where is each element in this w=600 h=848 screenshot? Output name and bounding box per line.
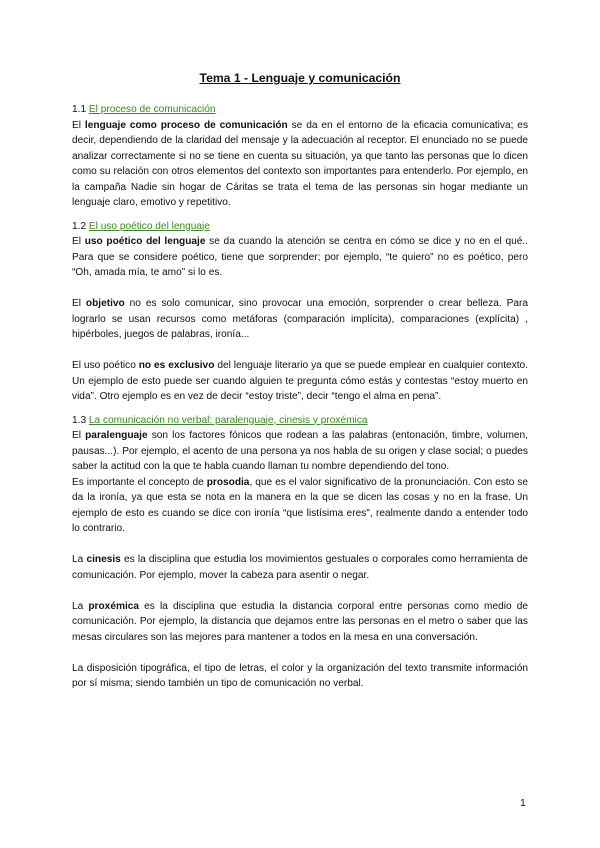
text-run: El — [72, 298, 86, 309]
section-number: 1.2 — [72, 220, 89, 232]
paragraph — [72, 428, 528, 475]
bold-term: uso poético del lenguaje — [84, 236, 206, 247]
page-number: 1 — [520, 797, 526, 809]
bold-term: proxémica — [88, 600, 140, 612]
text-run: es la disciplina que estudia los movimientos gestuales o corporales como herramienta de comunicación. Por ejemplo, mover la cabeza para asentir o negar. — [72, 554, 528, 581]
paragraph — [72, 599, 528, 646]
text-run: son los factores fónicos que rodean a las palabras (entonación, timbre, volumen, pausas...). Por ejemplo, el acento de una persona ya nos habla de su origen y clase social; o puedes saber la actitud con la que te habla cuando llaman tu nombre dependiendo del tono. — [72, 430, 528, 472]
document-body — [72, 102, 528, 692]
text-run: es la disciplina que estudia la distancia corporal entre personas como medio de comunicación. Por ejemplo, la distancia que dejamos entre las personas en el metro o saber que las mesas circulares son las mejores para mantener a todos en la mesa en una conversación. — [72, 600, 528, 643]
bold-term: no es exclusivo — [138, 360, 215, 371]
text-run: del lenguaje literario ya que se puede emplear en cualquier contexto. Un ejemplo de esto puede ser cuando alguien te pregunta cómo estás y contestas “estoy muerto en vida”. Otro ejemplo es en vez de decir “estoy triste”, decir “tengo el alma en pena”. — [72, 360, 528, 402]
paragraph — [72, 118, 528, 211]
section-number: 1.1 — [72, 104, 89, 115]
section-heading-1-1 — [72, 102, 528, 118]
section-title: El proceso de comunicación — [88, 104, 216, 115]
text-run: El — [72, 119, 85, 131]
section-number: 1.3 — [72, 414, 89, 426]
text-run: se da en el entorno de la eficacia comunicativa; es decir, dependiendo de la claridad del mensaje y la adecuación al receptor. El enunciado no se puede analizar correctamente si no se tiene en cuenta su situación, ya que tanto las personas que lo dicen como su relación con otros elementos del contexto son importantes para entenderlo. Por ejemplo, en la campaña Nadie sin hogar de Cáritas se trata el tema de las personas sin hogar mediante un lenguaje claro, emotivo y repetitivo. — [72, 119, 529, 208]
bold-term: cinesis — [86, 554, 121, 565]
text-run: se da cuando la atención se centra en cómo se dice y no en el qué.. Para que se considere poético, tiene que sorprender; por ejemplo, “te quiero” no es poético, pero “Oh, amada mía, te amo” si lo es. — [72, 236, 528, 278]
paragraph — [72, 358, 528, 405]
bold-term: prosodia — [206, 476, 250, 488]
text-run: El — [72, 236, 85, 247]
paragraph — [72, 234, 528, 281]
section-heading-1-2 — [72, 219, 528, 235]
text-run: La — [72, 600, 89, 612]
section-heading-1-3 — [72, 413, 528, 429]
bold-term: paralenguaje — [85, 430, 148, 441]
text-run: Es importante el concepto de — [72, 476, 207, 488]
text-run: , que es el valor significativo de la pronunciación. Con esto se da la ironía, ya que esta se nota en la manera en la que se dicen las cosas y no en la frase. Un ejemplo de esto es cuando se dice con ironía “que listísima eres", realmente dando a entender todo lo contrario. — [72, 476, 528, 534]
text-run: El — [72, 430, 86, 441]
paragraph — [72, 552, 528, 583]
paragraph — [72, 296, 528, 343]
section-title: El uso poético del lenguaje — [88, 220, 210, 232]
text-run: La — [72, 554, 87, 565]
paragraph — [72, 475, 528, 537]
page-title: Tema 1 - Lenguaje y comunicación — [199, 71, 401, 85]
bold-term: objetivo — [85, 298, 125, 309]
text-run: no es solo comunicar, sino provocar una emoción, sorprender o crear belleza. Para lograrlo se usan recursos como metáforas (comparación implícita), comparaciones (explícita) , hipérboles, juegos de palabras, ironía... — [72, 298, 528, 340]
bold-term: lenguaje como proceso de comunicación — [84, 119, 288, 131]
paragraph: La disposición tipográfica, el tipo de letras, el color y la organización del texto transmite información por sí misma; siendo también un tipo de comunicación no verbal. — [72, 662, 528, 689]
section-title: La comunicación no verbal: paralenguaje, cinesis y proxémica — [88, 414, 368, 426]
text-run: El uso poético — [72, 360, 139, 371]
